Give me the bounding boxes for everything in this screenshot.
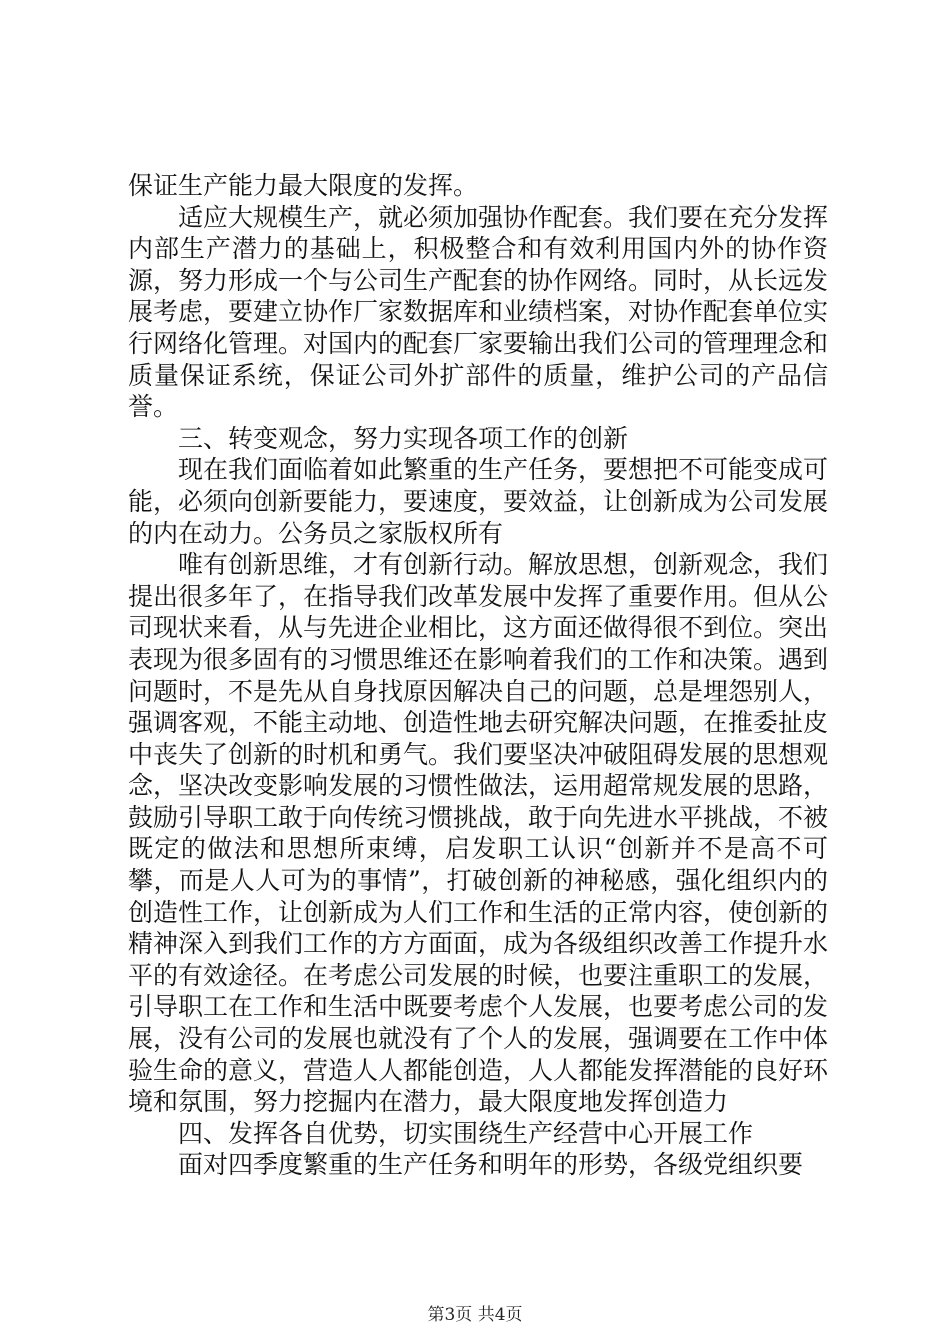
paragraph-fourth-quarter: 面对四季度繁重的生产任务和明年的形势，各级党组织要 xyxy=(178,1150,804,1180)
paragraph-innovation-thinking: 唯有创新思维，才有创新行动。解放思想，创新观念，我们提出很多年了，在指导我们改革发展中发挥了重要作用。但从公司现状来看，从与先进企业相比，这方面还做得很不到位。突出表现为很多固有的习惯思维还在影响着我们的工作和决策。遇到问题时，不是先从自身找原因解决自己的问题，总是埋怨别人，强调客观，不能主动地、创造性地去研究解决问题，在推委扯皮中丧失了创新的时机和勇气。我们要坚决冲破阻碍发展的思想观念，坚决改变影响发展的习惯性做法，运用超常规发展的思路，鼓励引导职工敢于向传统习惯挑战，敢于向先进水平挑战，不被既定的做法和思想所束缚，启发职工认识“创新并不是高不可攀，而是人人可为的事情”，打破创新的神秘感，强化组织内的创造性工作，让创新成为人们工作和生活的正常内容，使创新的精神深入到我们工作的方方面面，成为各级组织改善工作提升水平的有效途径。在考虑公司发展的时候，也要注重职工的发展，引导职工在工作和生活中既要考虑个人发展，也要考虑公司的发展，没有公司的发展也就没有了个人的发展，强调要在工作中体验生命的意义，营造人人都能创造，人人都能发挥潜能的良好环境和氛围，努力挖掘内在潜力，最大限度地发挥创造力 xyxy=(128,550,829,1117)
paragraph-continuation: 保证生产能力最大限度的发挥。 xyxy=(128,171,479,200)
paragraph-innovation-intro: 现在我们面临着如此繁重的生产任务，要想把不可能变成可能，必须向创新要能力，要速度，要效益，让创新成为公司发展的内在动力。公务员之家版权所有 xyxy=(128,455,829,548)
page-number-footer: 第3页 共4页 xyxy=(427,1305,523,1325)
paragraph-cooperation: 适应大规模生产，就必须加强协作配套。我们要在充分发挥内部生产潜力的基础上，积极整合和有效利用国内外的协作资源，努力形成一个与公司生产配套的协作网络。同时，从长远发展考虑，要建立协作厂家数据库和业绩档案，对协作配套单位实行网络化管理。对国内的配套厂家要输出我们公司的管理理念和质量保证系统，保证公司外扩部件的质量，维护公司的产品信誉。 xyxy=(128,202,829,422)
document-body xyxy=(128,170,828,1181)
section-heading-four: 四、发挥各自优势，切实围绕生产经营中心开展工作 xyxy=(178,1118,754,1148)
section-heading-three: 三、转变观念，努力实现各项工作的创新 xyxy=(178,423,629,453)
